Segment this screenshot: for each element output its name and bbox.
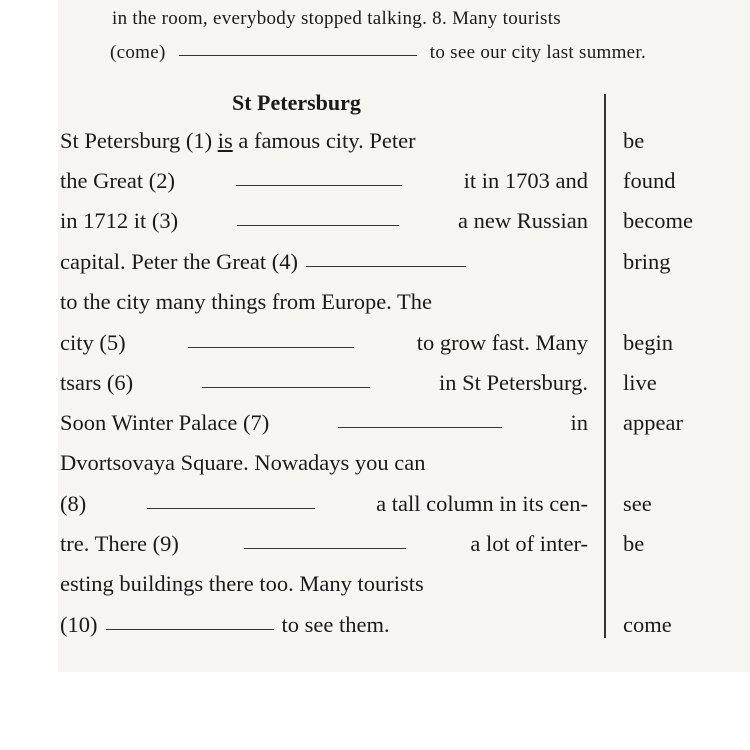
text-line-11: tre. There (9) a lot of inter- [60,531,588,556]
exercise-title: St Petersburg [232,90,361,115]
verb-4: bring [623,249,671,274]
verb-8: see [623,491,652,516]
verb-7: appear [623,410,683,435]
answer-blank-10 [106,629,274,630]
blank-margin [0,672,750,750]
verb-6: live [623,370,657,395]
answer-blank-2 [236,185,402,186]
answer-blank-8 [147,508,315,509]
verb-5: begin [623,330,673,355]
answer-blank-7 [338,427,502,428]
text-line-1: St Petersburg (1) is a famous city. Peter [60,128,416,153]
text-line-8: Soon Winter Palace (7) in [60,410,588,435]
text-line-2: the Great (2) it in 1703 and [60,168,588,193]
answer-blank-4 [306,266,466,267]
text-line-13: (10) to see them. [60,612,390,637]
answer-blank [179,55,417,56]
text-line-10: (8) a tall column in its cen- [60,491,588,516]
text-line-4: capital. Peter the Great (4) [60,249,588,283]
text-line-5: to the city many things from Europe. The [60,289,433,314]
text-line-6: city (5) to grow fast. Many [60,330,588,355]
text-line-12: esting buildings there too. Many tourists [60,571,424,596]
text-line-9: Dvortsovaya Square. Nowadays you can [60,450,426,475]
verb-1: be [623,128,645,153]
answer-blank-9 [244,548,406,549]
hint-verb: (come) [110,42,166,63]
answer-blank-5 [188,347,354,348]
sentence-end: to see our city last summer. [429,42,647,63]
previous-exercise-line-1: in the room, everybody stopped talking. 8. Many tourists [112,8,561,29]
verb-3: become [623,208,693,233]
answer-blank-6 [202,387,370,388]
column-divider [604,94,606,638]
verb-10: come [623,612,672,637]
answer-blank-3 [237,225,399,226]
text-line-7: tsars (6) in St Petersburg. [60,370,588,395]
previous-exercise-line-2 [110,42,646,64]
example-answer: is [217,128,233,153]
text-line-3: in 1712 it (3) a new Russian [60,208,588,233]
verb-9: be [623,531,645,556]
verb-2: found [623,168,676,193]
